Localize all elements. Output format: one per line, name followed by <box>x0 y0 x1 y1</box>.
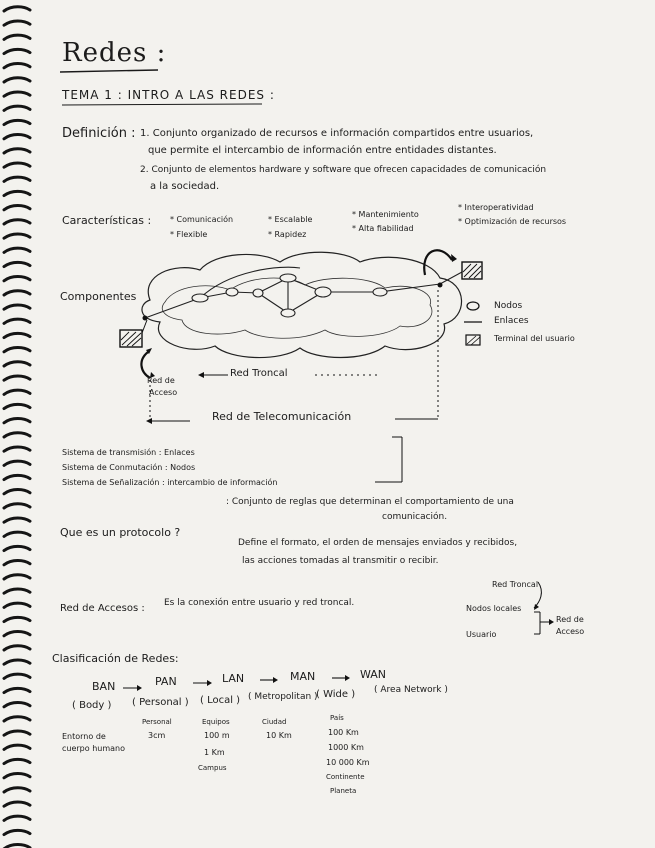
body-desc: cuerpo humano <box>62 744 125 753</box>
caracteristica-item: * Optimización de recursos <box>458 217 567 226</box>
red-accesos-text: Es la conexión entre usuario y red troncal. <box>164 598 355 608</box>
red-acceso-label: Acceso <box>149 388 178 397</box>
type-label: ( Local ) <box>200 695 241 706</box>
definicion-line-4: a la sociedad. <box>150 181 220 192</box>
stack-item: Red Troncal <box>492 580 539 589</box>
caracteristica-item: * Comunicación <box>170 215 234 224</box>
definicion-line-2: que permite el intercambio de información entre entidades distantes. <box>148 145 497 156</box>
caracteristicas-label: Características : <box>62 214 152 227</box>
chain-pan: PAN <box>155 675 177 688</box>
protocolo-line-2: comunicación. <box>382 512 448 522</box>
wan-detail: 10 000 Km <box>326 758 370 767</box>
wan-detail: 100 Km <box>328 728 359 737</box>
body-desc: Entorno de <box>62 732 106 741</box>
type-label: ( Wide ) <box>316 689 356 700</box>
definicion-label: Definición : <box>62 126 136 141</box>
chain-ban: BAN <box>92 680 116 693</box>
man-detail: 10 Km <box>266 731 292 740</box>
red-acceso-arrow-label: Red de <box>556 615 584 624</box>
chain-lan: LAN <box>222 672 245 685</box>
red-accesos-label: Red de Accesos : <box>60 603 145 614</box>
sistema-item: Sistema de Conmutación : Nodos <box>62 463 196 472</box>
section-heading: TEMA 1 : INTRO A LAS REDES : <box>62 88 275 102</box>
stack-item: Nodos locales <box>466 604 522 613</box>
protocolo-line-3: Define el formato, el orden de mensajes enviados y recibidos, <box>238 538 518 548</box>
pan-detail: Personal <box>142 718 172 726</box>
clasificacion-label: Clasificación de Redes: <box>52 652 179 665</box>
sistema-item: Sistema de Señalización : intercambio de información <box>62 478 278 487</box>
type-label: ( Metropolitan ) <box>248 692 318 702</box>
red-acceso-arrow-label: Acceso <box>556 627 585 636</box>
definicion-line-3: 2. Conjunto de elementos hardware y software que ofrecen capacidades de comunicación <box>140 165 547 175</box>
wan-detail: Planeta <box>330 787 357 795</box>
man-detail: Ciudad <box>262 718 287 726</box>
sistema-item: Sistema de transmisión : Enlaces <box>62 448 195 457</box>
caracteristica-item: * Escalable <box>268 215 313 224</box>
pan-detail: 3cm <box>148 731 166 740</box>
lan-detail: 100 m <box>204 731 230 740</box>
chain-wan: WAN <box>360 668 387 681</box>
stack-item: Usuario <box>466 630 497 639</box>
definicion-line-1: 1. Conjunto organizado de recursos e información compartidos entre usuarios, <box>140 128 534 139</box>
red-troncal-label: Red Troncal <box>230 368 288 379</box>
caracteristica-item: * Rapidez <box>268 230 307 239</box>
legend-nodos: Nodos <box>494 301 523 311</box>
chain-man: MAN <box>290 670 316 683</box>
protocolo-line-4: las acciones tomadas al transmitir o recibir. <box>242 556 439 566</box>
legend-enlaces: Enlaces <box>494 316 529 326</box>
legend-terminal: Terminal del usuario <box>494 334 575 343</box>
protocolo-line-1: : Conjunto de reglas que determinan el comportamiento de una <box>226 497 514 507</box>
wan-detail: País <box>330 714 344 722</box>
protocolo-label: Que es un protocolo ? <box>60 526 181 539</box>
lan-detail: Campus <box>198 764 227 772</box>
type-label: ( Area Network ) <box>374 685 448 695</box>
type-label: ( Personal ) <box>132 697 189 708</box>
lan-detail: 1 Km <box>204 748 225 757</box>
wan-detail: Continente <box>326 773 365 781</box>
lan-detail: Equipos <box>202 718 230 726</box>
caracteristica-item: * Mantenimiento <box>352 210 419 219</box>
caracteristica-item: * Interoperatividad <box>458 203 534 212</box>
type-label: ( Body ) <box>72 700 112 711</box>
red-acceso-label: Red de <box>147 376 175 385</box>
caracteristica-item: * Alta fiabilidad <box>352 224 414 233</box>
red-telecom-label: Red de Telecomunicación <box>212 410 352 423</box>
caracteristica-item: * Flexible <box>170 230 208 239</box>
wan-detail: 1000 Km <box>328 743 364 752</box>
page-title: Redes : <box>62 38 167 68</box>
componentes-label: Componentes <box>60 290 137 303</box>
